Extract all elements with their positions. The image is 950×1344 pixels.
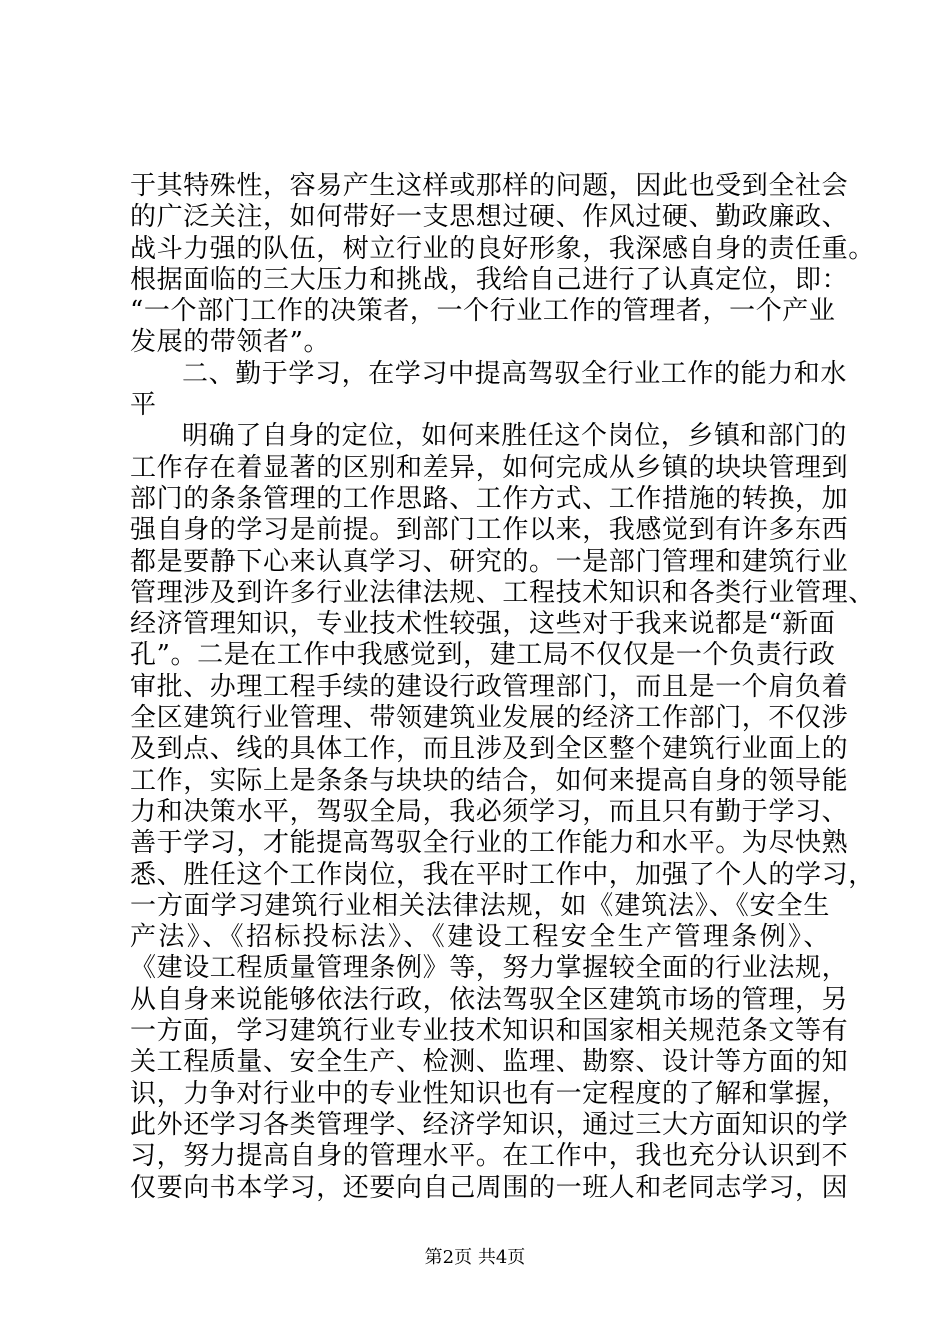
- text-line: 战斗力强的队伍，树立行业的良好形象，我深感自身的责任重。: [130, 233, 875, 264]
- text-line: 《建设工程质量管理条例》等，努力掌握较全面的行业法规，: [130, 953, 849, 984]
- text-line: 此外还学习各类管理学、经济学知识，通过三大方面知识的学: [130, 1109, 849, 1140]
- page-number-label: 第2页 共4页: [424, 1247, 526, 1268]
- text-line: 的广泛关注，如何带好一支思想过硬、作风过硬、勤政廉政、: [130, 202, 849, 233]
- text-line: 工作存在着显著的区别和差异，如何完成从乡镇的块块管理到: [130, 452, 849, 483]
- text-line: 产法》、《招标投标法》、《建设工程安全生产管理条例》、: [130, 922, 830, 953]
- text-line: 强自身的学习是前提。到部门工作以来，我感觉到有许多东西: [130, 515, 849, 546]
- text-line: 于其特殊性，容易产生这样或那样的问题，因此也受到全社会: [130, 171, 849, 201]
- text-line: 识，力争对行业中的专业性知识也有一定程度的了解和掌握，: [130, 1078, 849, 1109]
- text-line: “一个部门工作的决策者，一个行业工作的管理者，一个产业: [130, 296, 836, 327]
- text-line: 从自身来说能够依法行政，依法驾驭全区建筑市场的管理，另: [130, 984, 849, 1015]
- section-heading: 二、勤于学习，在学习中提高驾驭全行业工作的能力和水: [182, 358, 848, 389]
- text-line: 习，努力提高自身的管理水平。在工作中，我也充分认识到不: [130, 1141, 849, 1172]
- text-line: 部门的条条管理的工作思路、工作方式、工作措施的转换，加: [130, 483, 849, 514]
- text-line: 一方面，学习建筑行业专业技术知识和国家相关规范条文等有: [130, 1016, 849, 1047]
- body-text: [130, 171, 875, 1204]
- text-line: 全区建筑行业管理、带领建筑业发展的经济工作部门，不仅涉: [130, 703, 849, 734]
- text-line: 发展的带领者”。: [130, 327, 331, 358]
- text-line: 管理涉及到许多行业法律法规、工程技术知识和各类行业管理、: [130, 577, 875, 608]
- text-line: 工作，实际上是条条与块块的结合，如何来提高自身的领导能: [130, 765, 849, 796]
- text-line: 仅要向书本学习，还要向自己周围的一班人和老同志学习，因: [130, 1172, 849, 1203]
- text-line: 善于学习，才能提高驾驭全行业的工作能力和水平。为尽快熟: [130, 828, 849, 859]
- section-heading-continuation: 平: [130, 390, 157, 421]
- text-line: 悉、胜任这个工作岗位，我在平时工作中，加强了个人的学习，: [130, 859, 875, 890]
- text-line: 都是要静下心来认真学习、研究的。一是部门管理和建筑行业: [130, 546, 849, 577]
- text-line: 及到点、线的具体工作，而且涉及到全区整个建筑行业面上的: [130, 734, 849, 765]
- text-line: 根据面临的三大压力和挑战，我给自己进行了认真定位，即：: [130, 264, 849, 295]
- text-line: 关工程质量、安全生产、检测、监理、勘察、设计等方面的知: [130, 1047, 849, 1078]
- text-line: 审批、办理工程手续的建设行政管理部门，而且是一个肩负着: [130, 671, 849, 702]
- text-line: 明确了自身的定位，如何来胜任这个岗位，乡镇和部门的: [182, 421, 848, 452]
- text-line: 孔”。二是在工作中我感觉到，建工局不仅仅是一个负责行政: [130, 640, 836, 671]
- text-line: 力和决策水平，驾驭全局，我必须学习，而且只有勤于学习、: [130, 796, 849, 827]
- page-footer: [0, 1246, 950, 1270]
- text-line: 经济管理知识，专业技术性较强，这些对于我来说都是“新面: [130, 609, 836, 640]
- text-line: 一方面学习建筑行业相关法律法规，如《建筑法》、《安全生: [130, 890, 830, 921]
